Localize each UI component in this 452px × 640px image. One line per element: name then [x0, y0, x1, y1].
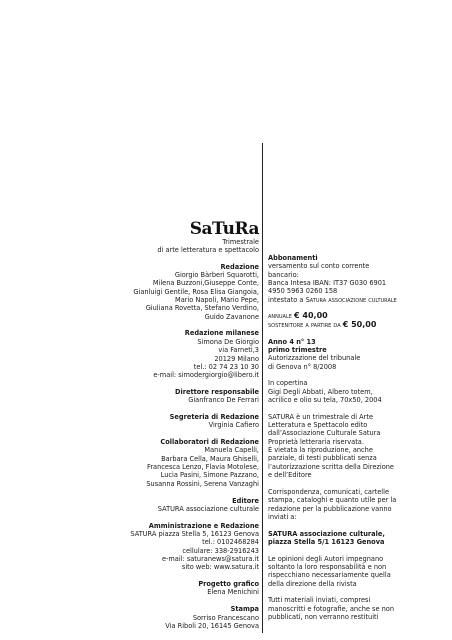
credit-line: Manuela Capelli,: [204, 446, 259, 455]
correspondence-line: stampa, cataloghi e quanto utile per la: [268, 496, 397, 505]
credit-block-direttore: [120, 388, 259, 405]
credit-line: Elena Menichini: [207, 588, 259, 597]
address-line: SATURA associazione culturale,: [268, 529, 385, 538]
credit-line: Barbara Cella, Maura Ghiselli,: [161, 454, 259, 463]
correspondence-line: Corrispondenza, comunicati, cartelle: [268, 487, 390, 496]
cover-block: [268, 379, 418, 404]
address-block: [268, 530, 418, 547]
credit-heading: Progetto grafico: [198, 580, 259, 589]
subscriptions-heading: Abbonamenti: [268, 254, 318, 262]
subscriptions-block: [268, 254, 418, 304]
credit-heading: Segreteria di Redazione: [169, 413, 259, 422]
credit-line: SATURA associazione culturale: [157, 504, 259, 513]
credit-block-progetto-grafico: [120, 580, 259, 597]
materials-line: Tutti materiali inviati, compresi: [268, 596, 371, 605]
credit-line: Sorriso Francescano: [192, 613, 259, 622]
credit-email: e-mail: simodergiorgio@libero.it: [153, 371, 259, 380]
credit-block-redazione: [120, 263, 259, 321]
opinions-line: Le opinioni degli Autori impegnano: [268, 554, 384, 563]
credit-line: via Farneti,3: [218, 346, 259, 355]
materials-line: pubblicati, non verranno restituiti: [268, 613, 379, 622]
credit-line: Gianfranco De Ferrari: [188, 396, 259, 405]
credit-line: Gianluigi Gentile, Rosa Elisa Giangoia,: [133, 287, 259, 296]
supporter-price: € 50,00: [342, 319, 377, 329]
credit-phone: tel.: 0102468284: [202, 538, 259, 547]
opinions-line: della direzione della rivista: [268, 579, 357, 588]
credit-heading: Collaboratori di Redazione: [160, 438, 259, 447]
iban-line: Banca Intesa IBAN: IT37 G030 6901: [268, 279, 387, 288]
credit-line: 20129 Milano: [214, 354, 259, 363]
credit-block-editore: [120, 497, 259, 514]
opinions-line: rispecchiano necessariamente quella: [268, 571, 391, 580]
publisher-line: È vietata la riproduzione, anche: [268, 446, 373, 455]
correspondence-line: inviati a:: [268, 512, 297, 521]
correspondence-block: [268, 488, 418, 521]
payment-line: versamento sul conto corrente: [268, 262, 370, 271]
publisher-line: SATURA è un trimestrale di Arte: [268, 412, 374, 421]
credit-heading: Redazione milanese: [184, 329, 259, 338]
court-line: di Genova n° 8/2008: [268, 362, 337, 371]
annual-label: annuale: [268, 312, 292, 321]
court-line: Autorizzazione del tribunale: [268, 354, 361, 363]
credit-line: Milena Buzzoni,Giuseppe Conte,: [152, 279, 259, 288]
cover-line: acrilico e olio su tela, 70x50, 2004: [268, 395, 382, 404]
credit-block-redazione-milanese: [120, 329, 259, 379]
credit-line: tel.: 02 74 23 10 30: [193, 362, 259, 371]
issue-number: Anno 4 n° 13: [268, 337, 316, 346]
credit-email: e-mail: saturanews@satura.it: [161, 555, 259, 563]
credit-line: Virginia Cafiero: [208, 421, 259, 430]
credit-block-segreteria: [120, 413, 259, 430]
credit-block-amministrazione: [120, 522, 259, 572]
materials-line: manoscritti e fotografie, anche se non: [268, 604, 395, 613]
supporter-price-line: [268, 321, 418, 329]
credit-website: sito web: www.satura.it: [181, 563, 259, 572]
credit-block-stampa: [120, 605, 259, 630]
payee-name: Satura associazione culturale: [305, 295, 397, 304]
opinions-block: [268, 555, 418, 588]
issue-block: [268, 338, 418, 371]
subscription-info-column: [268, 254, 418, 622]
publisher-line: Letteratura e Spettacolo edito: [268, 421, 368, 430]
credit-heading: Stampa: [230, 605, 259, 614]
payee-line: [268, 296, 418, 304]
credit-line: Guido Zavanone: [204, 312, 259, 321]
credit-block-collaboratori: [120, 438, 259, 488]
credit-heading: Redazione: [220, 262, 259, 271]
prices-block: [268, 312, 418, 329]
credit-heading: Editore: [232, 496, 259, 505]
payee-prefix: intestato a: [268, 295, 306, 304]
credit-line: Lucia Pasini, Simone Pazzano,: [160, 471, 259, 480]
cover-line: Gigi Degli Abbati, Albero totem,: [268, 387, 373, 396]
address-line: piazza Stella 5/1 16123 Genova: [268, 537, 385, 546]
publisher-line: Proprietà letteraria riservata.: [268, 437, 364, 446]
annual-price: € 40,00: [294, 311, 328, 321]
satura-logo: SaTuRa: [189, 219, 259, 239]
credit-line: Giuliana Rovetta, Stefano Verdino,: [145, 304, 259, 313]
payment-line: bancario:: [268, 270, 299, 279]
masthead-credits-column: [120, 220, 259, 630]
credit-line: SATURA piazza Stella 5, 16123 Genova: [130, 529, 259, 538]
cover-line: In copertina: [268, 379, 308, 388]
credit-line: Susanna Rossini, Serena Vanzaghi: [146, 479, 259, 488]
credit-heading: Direttore responsabile: [175, 387, 259, 396]
materials-block: [268, 596, 418, 621]
opinions-line: soltanto la loro responsabilità e non: [268, 563, 387, 572]
issue-quarter: primo trimestre: [268, 345, 327, 354]
credit-mobile: cellulare: 338-2916243: [182, 546, 259, 555]
iban-line: 4950 5963 0260 158: [268, 287, 338, 296]
credit-line: Simona De Giorgio: [197, 337, 259, 346]
publisher-line: dall’Associazione Culturale Satura: [268, 429, 381, 438]
tagline-subject: di arte letteratura e spettacolo: [157, 246, 259, 255]
credit-heading: Amministrazione e Redazione: [148, 521, 259, 530]
correspondence-line: redazione per la pubblicazione vanno: [268, 504, 392, 513]
supporter-label: sostenitore a partire da: [268, 320, 341, 329]
publisher-line: parziale, di testi pubblicati senza: [268, 454, 377, 463]
credit-line: Via Riboli 20, 16145 Genova: [165, 621, 259, 630]
publisher-line: e dell’Editore: [268, 471, 312, 480]
credit-line: Giorgio Bàrberi Squarotti,: [174, 271, 259, 280]
credit-line: Mario Napoli, Mario Pepe,: [175, 296, 259, 305]
tagline-frequency: Trimestrale: [222, 238, 259, 246]
publisher-line: l’autorizzazione scritta della Direzione: [268, 462, 394, 471]
column-divider: [262, 143, 263, 633]
publisher-block: [268, 413, 418, 480]
credit-line: Francesca Lenzo, Flavia Motolese,: [147, 463, 259, 472]
